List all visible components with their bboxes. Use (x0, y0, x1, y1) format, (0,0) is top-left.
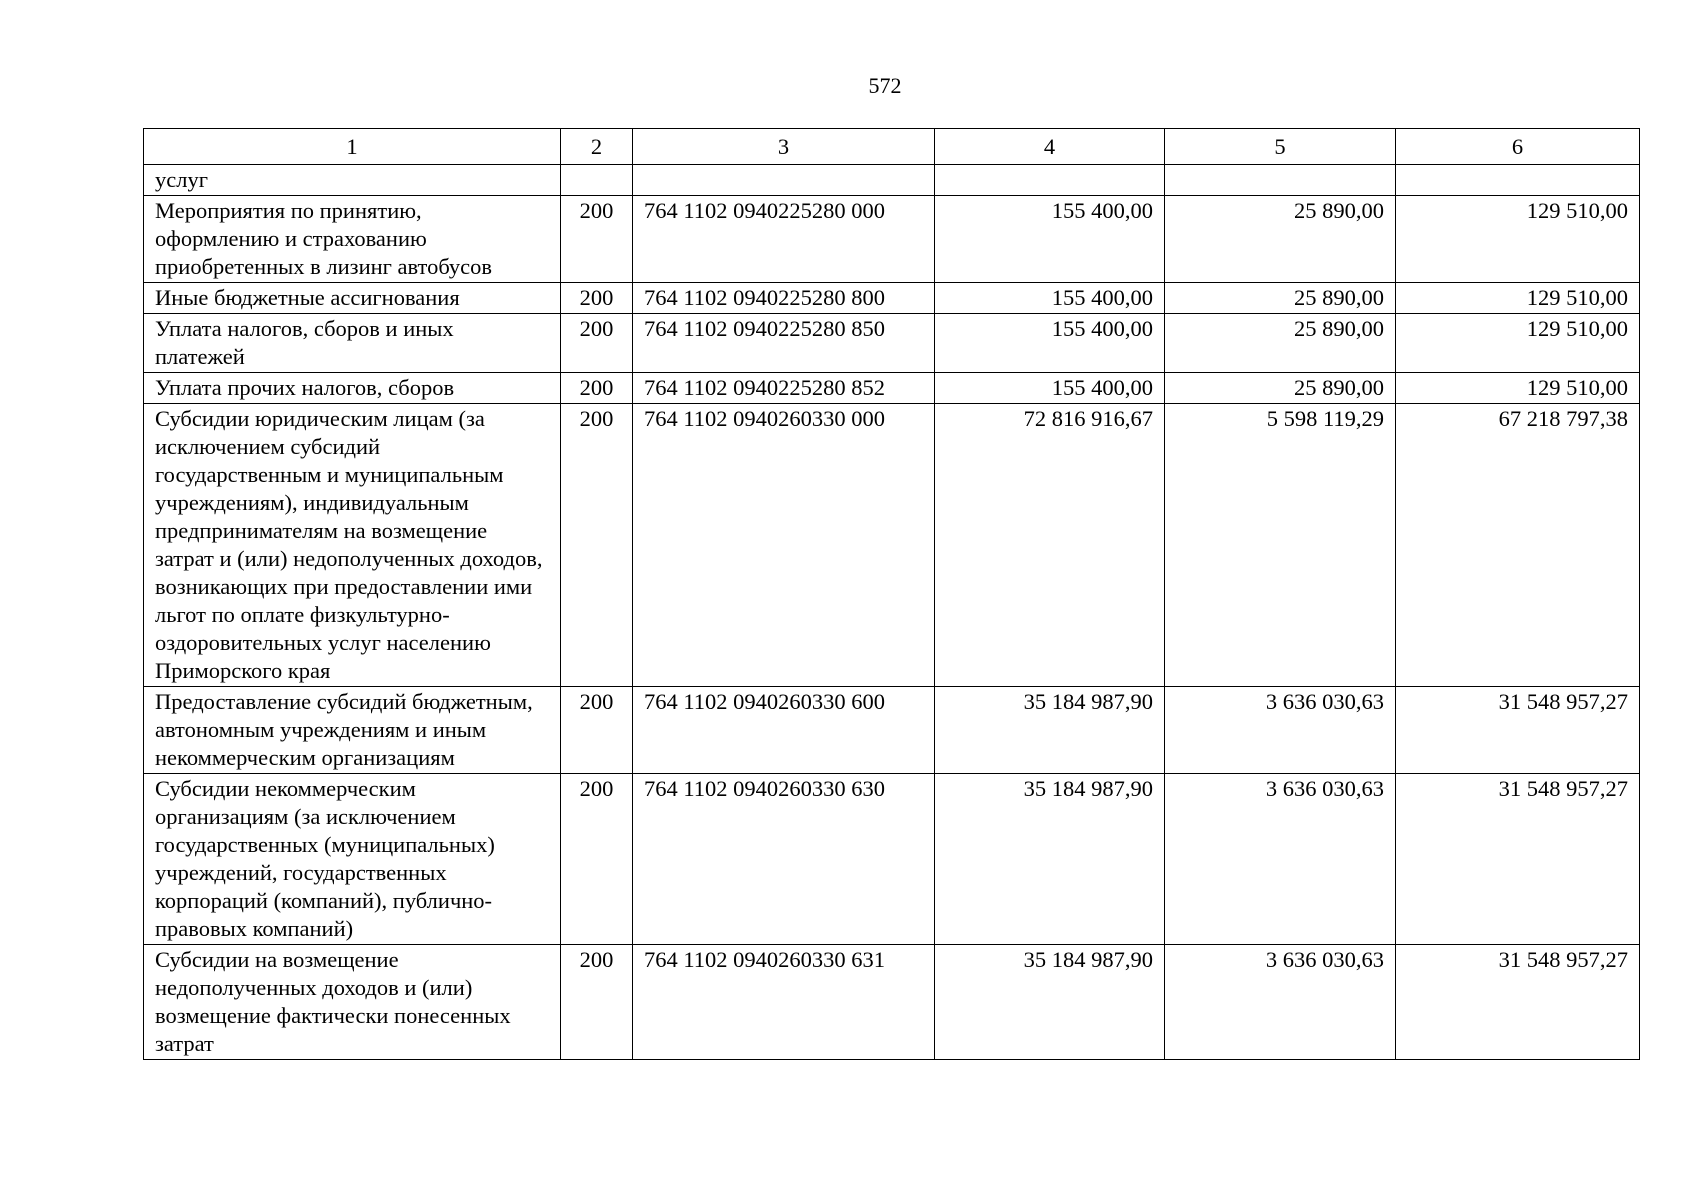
row-code: 200 (561, 945, 633, 1060)
column-header: 6 (1396, 129, 1640, 165)
row-value-col5: 3 636 030,63 (1165, 945, 1396, 1060)
table-header-row (144, 129, 1640, 165)
row-value-col4: 35 184 987,90 (935, 774, 1165, 945)
row-name: Мероприятия по принятию, оформлению и страхованию приобретенных в лизинг автобусов (144, 196, 561, 283)
page-number: 572 (868, 73, 902, 98)
table-row (144, 283, 1640, 314)
column-header: 4 (935, 129, 1165, 165)
row-name: Предоставление субсидий бюджетным, автономным учреждениям и иным некоммерческим организациям (144, 687, 561, 774)
row-code (561, 165, 633, 196)
row-value-col6: 129 510,00 (1396, 283, 1640, 314)
table-row (144, 314, 1640, 373)
row-value-col6: 129 510,00 (1396, 314, 1640, 373)
row-name: Субсидии некоммерческим организациям (за исключением государственных (муниципальных) учреждений, государственных корпораций (компаний), публично-правовых компаний) (144, 774, 561, 945)
table-row (144, 196, 1640, 283)
row-value-col5: 25 890,00 (1165, 283, 1396, 314)
row-value-col4: 72 816 916,67 (935, 404, 1165, 687)
row-name: Иные бюджетные ассигнования (144, 283, 561, 314)
row-value-col5 (1165, 165, 1396, 196)
row-code: 200 (561, 196, 633, 283)
budget-table (143, 128, 1640, 1060)
row-classification-code: 764 1102 0940260330 630 (633, 774, 935, 945)
row-classification-code (633, 165, 935, 196)
row-name: услуг (144, 165, 561, 196)
row-classification-code: 764 1102 0940260330 000 (633, 404, 935, 687)
row-code: 200 (561, 283, 633, 314)
row-value-col5: 25 890,00 (1165, 196, 1396, 283)
table-row (144, 373, 1640, 404)
row-classification-code: 764 1102 0940225280 800 (633, 283, 935, 314)
row-classification-code: 764 1102 0940225280 000 (633, 196, 935, 283)
row-value-col6: 129 510,00 (1396, 196, 1640, 283)
column-header: 2 (561, 129, 633, 165)
row-name: Субсидии юридическим лицам (за исключением субсидий государственным и муниципальным учреждениям), индивидуальным предпринимателям на возмещение затрат и (или) недополученных доходов, возникающих при предоставлении ими льгот по оплате физкультурно-оздоровительных услуг населению Приморского края (144, 404, 561, 687)
row-value-col4: 155 400,00 (935, 283, 1165, 314)
row-value-col5: 5 598 119,29 (1165, 404, 1396, 687)
row-code: 200 (561, 373, 633, 404)
table-row (144, 687, 1640, 774)
row-value-col4: 35 184 987,90 (935, 945, 1165, 1060)
row-code: 200 (561, 314, 633, 373)
table-row (144, 945, 1640, 1060)
row-classification-code: 764 1102 0940225280 850 (633, 314, 935, 373)
row-value-col4: 155 400,00 (935, 373, 1165, 404)
row-classification-code: 764 1102 0940260330 631 (633, 945, 935, 1060)
row-code: 200 (561, 404, 633, 687)
row-code: 200 (561, 774, 633, 945)
row-value-col4: 155 400,00 (935, 314, 1165, 373)
row-value-col5: 3 636 030,63 (1165, 774, 1396, 945)
column-header: 1 (144, 129, 561, 165)
table-row (144, 404, 1640, 687)
row-value-col5: 3 636 030,63 (1165, 687, 1396, 774)
row-value-col6: 31 548 957,27 (1396, 945, 1640, 1060)
row-value-col5: 25 890,00 (1165, 373, 1396, 404)
row-classification-code: 764 1102 0940260330 600 (633, 687, 935, 774)
row-name: Субсидии на возмещение недополученных доходов и (или) возмещение фактически понесенных затрат (144, 945, 561, 1060)
row-value-col6: 31 548 957,27 (1396, 687, 1640, 774)
row-value-col6 (1396, 165, 1640, 196)
row-value-col4: 155 400,00 (935, 196, 1165, 283)
row-code: 200 (561, 687, 633, 774)
table-row (144, 774, 1640, 945)
column-header: 3 (633, 129, 935, 165)
row-value-col5: 25 890,00 (1165, 314, 1396, 373)
row-value-col6: 31 548 957,27 (1396, 774, 1640, 945)
table-row (144, 165, 1640, 196)
row-value-col6: 129 510,00 (1396, 373, 1640, 404)
row-value-col6: 67 218 797,38 (1396, 404, 1640, 687)
row-name: Уплата прочих налогов, сборов (144, 373, 561, 404)
row-value-col4 (935, 165, 1165, 196)
row-name: Уплата налогов, сборов и иных платежей (144, 314, 561, 373)
row-classification-code: 764 1102 0940225280 852 (633, 373, 935, 404)
row-value-col4: 35 184 987,90 (935, 687, 1165, 774)
column-header: 5 (1165, 129, 1396, 165)
